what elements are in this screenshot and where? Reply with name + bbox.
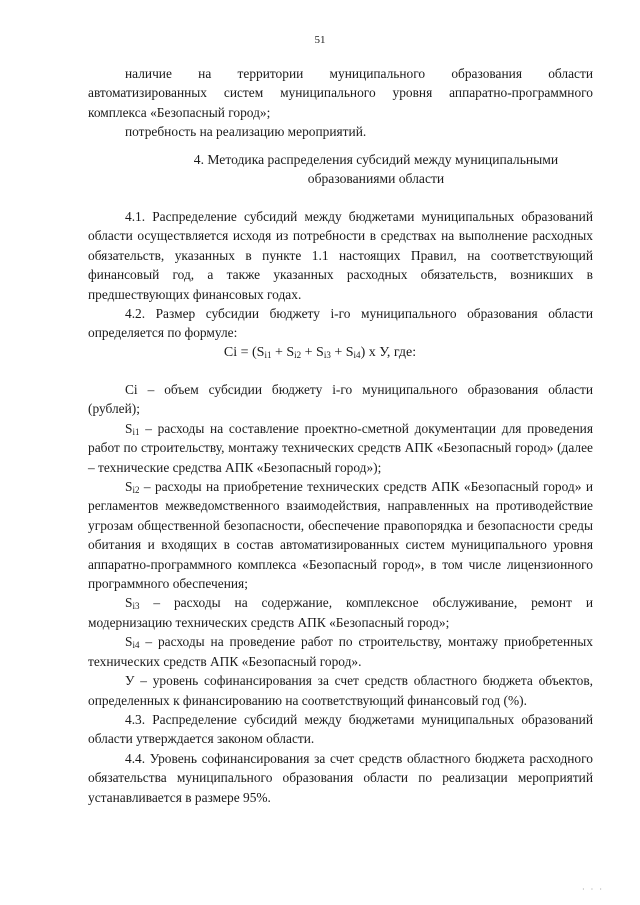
definition-si1: $S_{i1}$ – расходы на составление проектно-сметной документации для проведения работ по строительству, монтажу технических средств АПК «Безопасный город» (далее – технические средства АПК «Безопасный город»); (88, 420, 593, 475)
paragraph-automation: наличие на территории муниципального образования области автоматизированных систем муниципального уровня аппаратно-программного комплекса «Безопасный город»; (88, 66, 593, 120)
top-block (88, 64, 593, 142)
section-title (150, 150, 602, 188)
subsidy-formula: $Ci = (S_{i1} + S_{i2} + S_{i3} + S_{i4})$ х У, где: (223, 345, 417, 360)
clauses-block (88, 207, 593, 343)
clause-4-2: 4.2. Размер субсидии бюджету i-го муниципального образования области определяется по формуле: (88, 306, 593, 341)
definition-si4: $S_{i4}$ – расходы на проведение работ по строительству, монтажу приобретенных технических средств АПК «Безопасный город». (88, 634, 593, 669)
section-title-line1: 4. Методика распределения субсидий между муниципальными (193, 152, 559, 167)
definition-u: У – уровень софинансирования за счет средств областного бюджета объектов, определенных к финансированию на соответствующий финансовый год (%). (88, 673, 593, 708)
clause-4-3: 4.3. Распределение субсидий между бюджетами муниципальных образований области утверждается законом области. (88, 711, 593, 747)
page-number: 51 (314, 34, 326, 46)
definition-si3: $S_{i3}$ – расходы на содержание, комплексное обслуживание, ремонт и модернизацию технических средств АПК «Безопасный город»; (88, 595, 593, 630)
clause-4-4: 4.4. Уровень софинансирования за счет средств областного бюджета расходного обязательства муниципального образования области по реализации мероприятий устанавливается в размере 95%. (88, 750, 593, 805)
clause-4-1: 4.1. Распределение субсидий между бюджетами муниципальных образований области осуществляется исходя из потребности в средствах на выполнение расходных обязательств, указанных в пункте 1.1 настоящих Правил, на соответствующий финансовый год, а также указанных расходных обязательств, возникших в предшествующих финансовых годах. (88, 209, 593, 302)
definition-ci: Ci – объем субсидии бюджету i-го муниципального образования области (рублей); (88, 382, 593, 417)
scan-artifact: · · · (582, 884, 604, 894)
definitions-block (88, 380, 593, 807)
paragraph-need: потребность на реализацию мероприятий. (125, 124, 367, 140)
definition-si2: $S_{i2}$ – расходы на приобретение технических средств АПК «Безопасный город» и регламентов межведомственного взаимодействия, направленных на противодействие угрозам общественной безопасности, обеспечение правопорядка и безопасности среды обитания и входящих в состав автоматизированных систем муниципального уровня аппаратно-программного комплекса «Безопасный город», в том числе лицензионного программного обеспечения; (88, 479, 593, 592)
section-title-line2: образованиями области (307, 171, 445, 186)
